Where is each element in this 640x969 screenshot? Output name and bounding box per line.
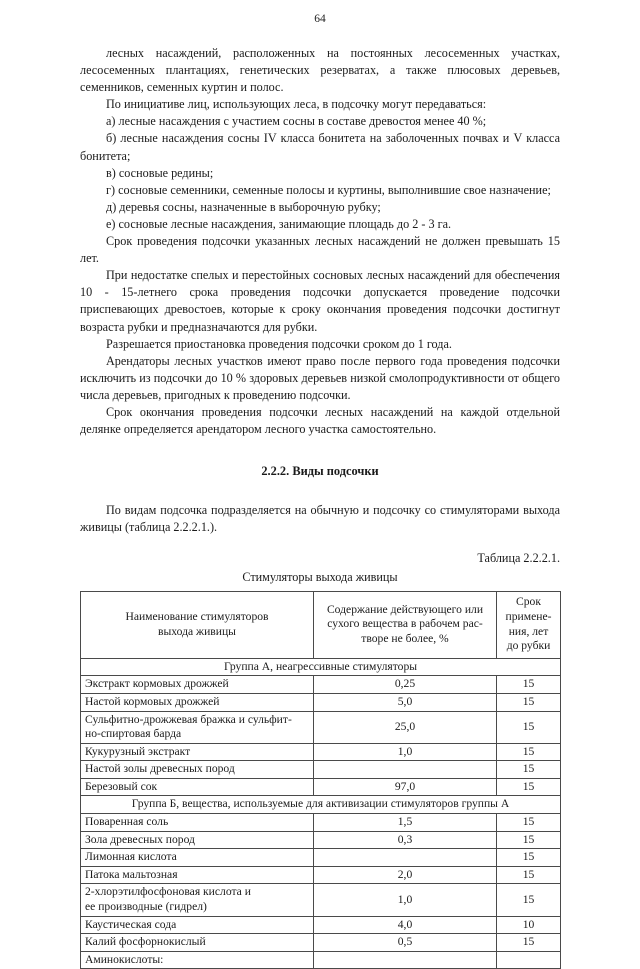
row-name: Патока мальтозная xyxy=(81,866,314,884)
header-content-line-2: сухого вещества в рабочем рас- xyxy=(327,617,483,631)
section-heading: 2.2.2. Виды подсочки xyxy=(261,464,379,479)
page-number: 64 xyxy=(314,13,326,25)
table-row xyxy=(81,778,561,796)
table-title: Стимуляторы выхода живицы xyxy=(242,570,398,585)
row-term: 15 xyxy=(497,934,561,952)
table-group-label: Группа А, неагрессивные стимуляторы xyxy=(81,658,561,676)
row-term xyxy=(497,951,561,969)
row-value: 1,0 xyxy=(314,884,497,916)
row-name: Лимонная кислота xyxy=(81,849,314,867)
table-head xyxy=(81,592,561,658)
row-term: 15 xyxy=(497,711,561,743)
row-name: Настой кормовых дрожжей xyxy=(81,693,314,711)
paragraph-tenants: Арендаторы лесных участков имеют право после первого года проведения подсочки исключить из подсочки до 10 % здоровых деревьев низкой смолопродуктивности от общего числа деревьев, пригодных к проведению подсочки. xyxy=(80,353,560,402)
paragraph-item-b: б) лесные насаждения сосны IV класса бонитета на заболоченных почвах и V класса бонитета; xyxy=(80,131,560,163)
table-group-label: Группа Б, вещества, используемые для активизации стимуляторов группы А xyxy=(81,796,561,814)
row-name xyxy=(81,711,314,743)
paragraph-item-d: д) деревья сосны, назначенные в выборочную рубку; xyxy=(106,199,381,214)
header-term-line-2: ния, лет до рубки xyxy=(506,624,551,653)
paragraph-1: лесных насаждений, расположенных на постоянных лесосеменных участках, лесосеменных плантациях, генетических резерватах, а также плюсовых деревьев, семенников, семенных куртин и полос. xyxy=(80,46,560,95)
row-name: Березовый сок xyxy=(81,778,314,796)
row-name: Аминокислоты: xyxy=(81,951,314,969)
table-row xyxy=(81,676,561,694)
row-term: 15 xyxy=(497,743,561,761)
table-row xyxy=(81,693,561,711)
table-row xyxy=(81,951,561,969)
row-value: 0,5 xyxy=(314,934,497,952)
row-name xyxy=(81,884,314,916)
page-body xyxy=(80,45,560,969)
row-term: 15 xyxy=(497,849,561,867)
row-value: 0,25 xyxy=(314,676,497,694)
table-label: Таблица 2.2.2.1. xyxy=(477,551,560,566)
row-term: 15 xyxy=(497,884,561,916)
row-value: 1,5 xyxy=(314,814,497,832)
header-content-line-3: творе не более, % xyxy=(361,631,449,645)
row-name: Экстракт кормовых дрожжей xyxy=(81,676,314,694)
row-value xyxy=(314,761,497,779)
paragraph-item-g: г) сосновые семенники, семенные полосы и куртины, выполнившие свое назначение; xyxy=(106,182,551,197)
header-content-line-1: Содержание действующего или xyxy=(326,602,484,616)
row-name: Каустическая сода xyxy=(81,916,314,934)
table-row xyxy=(81,831,561,849)
table-row xyxy=(81,916,561,934)
row-name: Поваренная соль xyxy=(81,814,314,832)
table-header-row xyxy=(81,592,561,658)
table-header-content xyxy=(314,592,497,658)
table-row xyxy=(81,849,561,867)
row-value: 1,0 xyxy=(314,743,497,761)
row-term: 15 xyxy=(497,778,561,796)
table-row xyxy=(81,934,561,952)
paragraph-intro-types: По видам подсочка подразделяется на обычную и подсочку со стимуляторами выхода живицы (таблица 2.2.2.1.). xyxy=(80,503,560,535)
row-term: 15 xyxy=(497,761,561,779)
row-term: 15 xyxy=(497,693,561,711)
table-row xyxy=(81,761,561,779)
row-value: 5,0 xyxy=(314,693,497,711)
row-name: Калий фосфорнокислый xyxy=(81,934,314,952)
paragraph-end-term: Срок окончания проведения подсочки лесных насаждений на каждой отдельной делянке определяется арендатором лесного участка самостоятельно. xyxy=(80,404,560,437)
row-name: Зола древесных пород xyxy=(81,831,314,849)
header-term-line-1: Срок примене- xyxy=(505,595,552,623)
table-row xyxy=(81,743,561,761)
row-term: 15 xyxy=(497,814,561,832)
row-name-line-1: Сульфитно-дрожжевая бражка и сульфит- xyxy=(85,712,292,726)
row-value: 2,0 xyxy=(314,866,497,884)
table-row xyxy=(81,711,561,743)
paragraph-shortage: При недостатке спелых и перестойных сосновых лесных насаждений для обеспечения 10 - 15-летнего срока проведения подсочки допускается проведение подсочки приспевающих древостоев, которые к сроку окончания проведения подсочки достигнут возраста рубки и предназначаются для рубки. xyxy=(80,268,560,334)
row-term: 15 xyxy=(497,866,561,884)
row-name-line-1: 2-хлорэтилфосфоновая кислота и xyxy=(85,885,251,899)
table-header-term xyxy=(497,592,561,658)
table-group-row xyxy=(81,658,561,676)
row-value xyxy=(314,951,497,969)
stimulators-table xyxy=(80,591,561,969)
row-value xyxy=(314,849,497,867)
paragraph-item-a: а) лесные насаждения с участием сосны в составе древостоя менее 40 %; xyxy=(106,114,487,129)
table-header-name xyxy=(81,592,314,658)
table-group-row xyxy=(81,796,561,814)
row-value: 25,0 xyxy=(314,711,497,743)
table-row xyxy=(81,884,561,916)
paragraph-term-limit: Срок проведения подсочки указанных лесных насаждений не должен превышать 15 лет. xyxy=(80,234,560,266)
table-row xyxy=(81,814,561,832)
row-name: Настой золы древесных пород xyxy=(81,761,314,779)
table-row xyxy=(81,866,561,884)
paragraph-item-v: в) сосновые редины; xyxy=(106,165,214,180)
row-name-line-2: ее производные (гидрел) xyxy=(85,900,207,914)
header-name-line-1: Наименование стимуляторов xyxy=(125,609,269,623)
row-value: 97,0 xyxy=(314,778,497,796)
row-term: 15 xyxy=(497,676,561,694)
row-term: 10 xyxy=(497,916,561,934)
row-value: 4,0 xyxy=(314,916,497,934)
table-body xyxy=(81,658,561,969)
paragraph-suspension: Разрешается приостановка проведения подсочки сроком до 1 года. xyxy=(106,336,452,351)
paragraph-2: По инициативе лиц, использующих леса, в подсочку могут передаваться: xyxy=(106,97,487,112)
row-value: 0,3 xyxy=(314,831,497,849)
row-name-line-2: но-спиртовая барда xyxy=(85,727,182,741)
paragraph-item-e: е) сосновые лесные насаждения, занимающие площадь до 2 - 3 га. xyxy=(106,216,452,231)
row-name: Кукурузный экстракт xyxy=(81,743,314,761)
header-name-line-2: выхода живицы xyxy=(158,624,236,638)
row-term: 15 xyxy=(497,831,561,849)
